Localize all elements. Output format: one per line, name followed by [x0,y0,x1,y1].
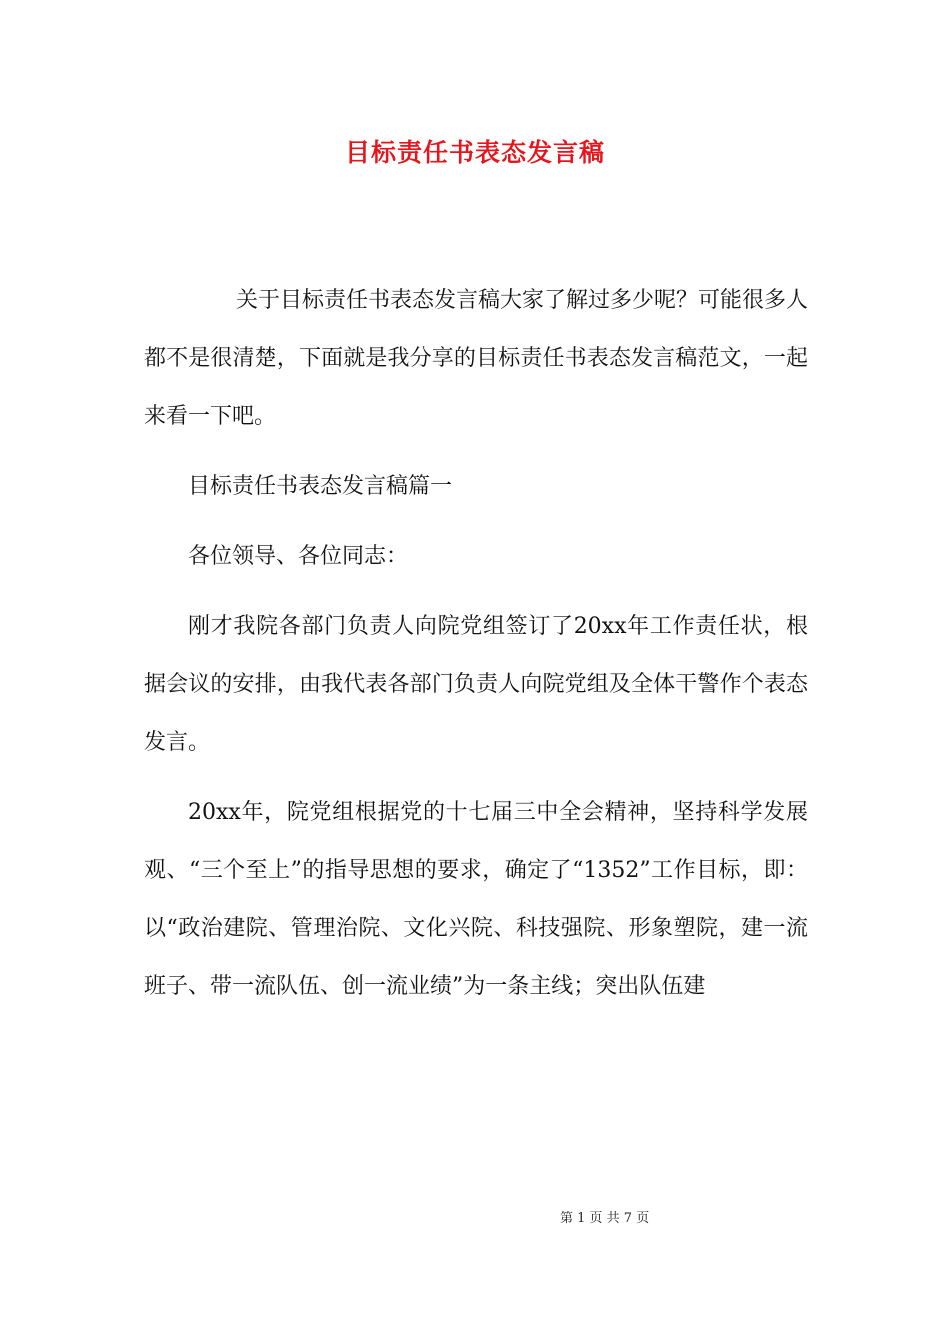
body-paragraph: 刚才我院各部门负责人向院党组签订了20xx年工作责任状，根据会议的安排，由我代表各部门负责人向院党组及全体干警作个表态发言。 [144,614,808,755]
intro-paragraph: 关于目标责任书表态发言稿大家了解过多少呢？可能很多人都不是很清楚，下面就是我分享的目标责任书表态发言稿范文，一起来看一下吧。 [144,288,809,429]
document-title: 目标责任书表态发言稿 [344,138,605,167]
document-body [144,272,808,1028]
body-paragraph: 20xx年，院党组根据党的十七届三中全会精神，坚持科学发展观、“三个至上”的指导思想的要求，确定了“1352”工作目标，即：以“政治建院、管理治院、文化兴院、科技强院、形象塑院，建一流班子、带一流队伍、创一流业绩”为一条主线；突出队伍建 [144,800,808,999]
page-footer: 第 1 页 共 7 页 [560,1211,650,1226]
salutation: 各位领导、各位同志： [188,544,409,569]
section-heading: 目标责任书表态发言稿篇一 [188,474,453,499]
